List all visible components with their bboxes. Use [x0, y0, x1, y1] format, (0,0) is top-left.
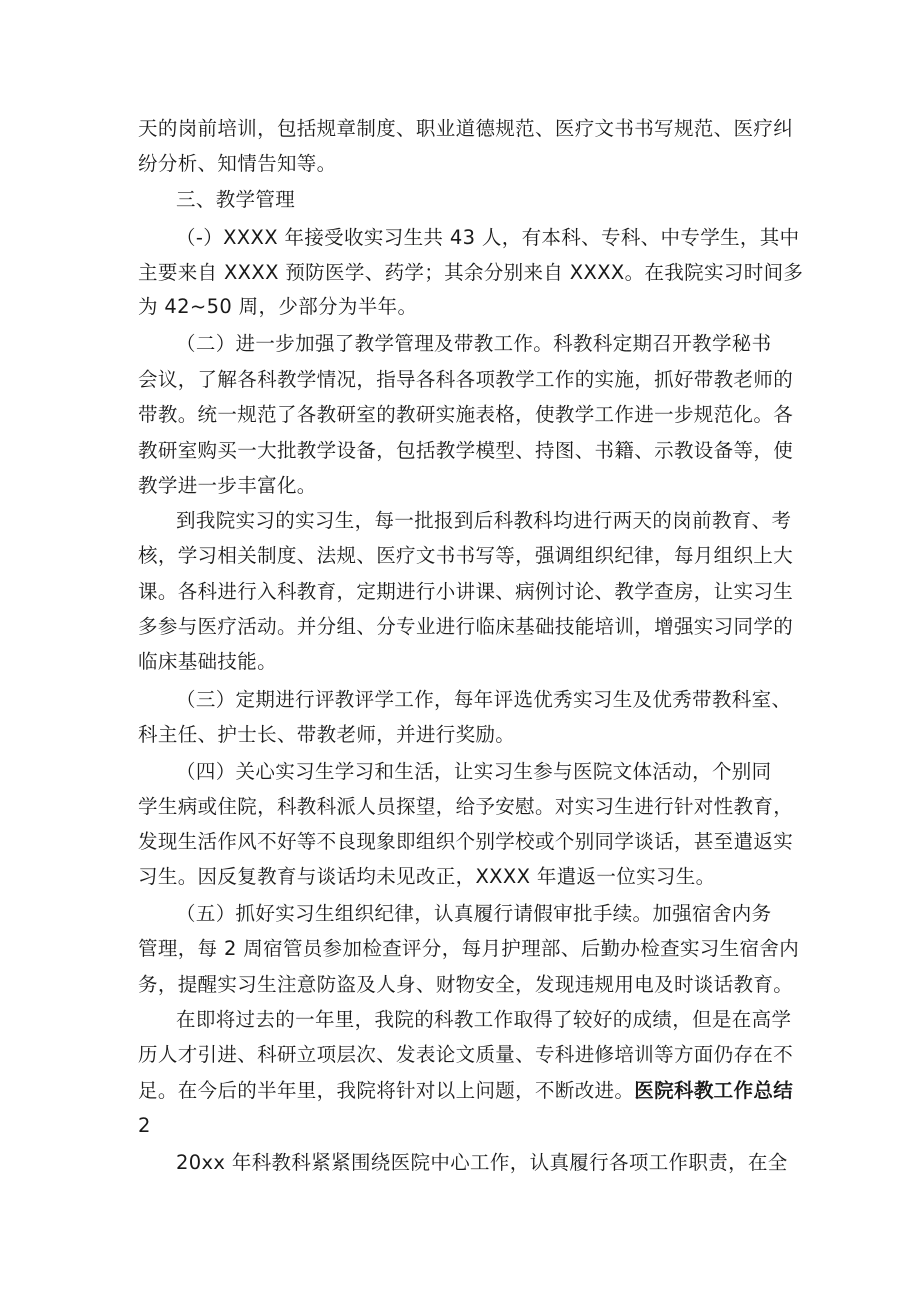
paragraph-line: 主要来自 XXXX 预防医学、药学；其余分别来自 XXXX。在我院实习时间多	[138, 261, 804, 284]
paragraph-line: 务，提醒实习生注意防盗及人身、财物安全，发现违规用电及时谈话教育。	[138, 973, 794, 996]
paragraph-line: （-）XXXX 年接受收实习生共 43 人，有本科、专科、中专学生，其中	[176, 226, 800, 249]
document-title: 医院科教工作总结	[634, 1079, 794, 1102]
paragraph-line: 习生。因反复教育与谈话均未见改正，XXXX 年遣返一位实习生。	[138, 865, 716, 888]
paragraph-line: 教学进一步丰富化。	[138, 474, 317, 497]
paragraph-line: （二）进一步加强了教学管理及带教工作。科教科定期召开教学秘书	[176, 332, 772, 355]
paragraph-line: 会议，了解各科教学情况，指导各科各项教学工作的实施，抓好带教老师的	[138, 368, 794, 391]
paragraph-line: 管理，每 2 周宿管员参加检查评分，每月护理部、后勤办检查实习生宿舍内	[138, 937, 800, 960]
paragraph-line: 历人才引进、科研立项层次、发表论文质量、专科进修培训等方面仍存在不	[138, 1043, 794, 1066]
section-heading: 三、教学管理	[176, 188, 296, 211]
paragraph-line: 教研室购买一大批教学设备，包括教学模型、持图、书籍、示教设备等，使	[138, 439, 794, 462]
title-number: 2	[138, 1114, 151, 1137]
paragraph-text: 足。在今后的半年里，我院将针对以上问题，不断改进。	[138, 1079, 635, 1102]
paragraph-line: 20xx 年科教科紧紧围绕医院中心工作，认真履行各项工作职责，在全	[176, 1151, 788, 1174]
paragraph-line: 学生病或住院，科教科派人员探望，给予安慰。对实习生进行针对性教育，	[138, 795, 794, 818]
paragraph-line: 核，学习相关制度、法规、医疗文书书写等，强调组织纪律，每月组织上大	[138, 544, 794, 567]
paragraph-line: 天的岗前培训，包括规章制度、职业道德规范、医疗文书书写规范、医疗纠	[138, 117, 794, 140]
paragraph-line: 发现生活作风不好等不良现象即组织个别学校或个别同学谈话，甚至遣返实	[138, 830, 794, 853]
paragraph-line: 纷分析、知情告知等。	[138, 152, 337, 175]
paragraph-line: 到我院实习的实习生，每一批报到后科教科均进行两天的岗前教育、考	[176, 509, 792, 532]
paragraph-line: 在即将过去的一年里，我院的科教工作取得了较好的成绩，但是在高学	[176, 1008, 792, 1031]
paragraph-line: （五）抓好实习生组织纪律，认真履行请假审批手续。加强宿舍内务	[176, 902, 772, 925]
paragraph-line: 科主任、护士长、带教老师，并进行奖励。	[138, 723, 516, 746]
paragraph-line: （四）关心实习生学习和生活，让实习生参与医院文体活动，个别同	[176, 760, 772, 783]
paragraph-line: 临床基础技能。	[138, 650, 277, 673]
paragraph-line: 课。各科进行入科教育，定期进行小讲课、病例讨论、教学查房，让实习生	[138, 580, 794, 603]
paragraph-line: 带教。统一规范了各教研室的教研实施表格，使教学工作进一步规范化。各	[138, 403, 794, 426]
paragraph-line: （三）定期进行评教评学工作，每年评选优秀实习生及优秀带教科室、	[176, 688, 792, 711]
paragraph-line	[138, 1077, 793, 1105]
paragraph-line: 多参与医疗活动。并分组、分专业进行临床基础技能培训，增强实习同学的	[138, 615, 794, 638]
paragraph-line: 为 42~50 周，少部分为半年。	[138, 295, 418, 318]
